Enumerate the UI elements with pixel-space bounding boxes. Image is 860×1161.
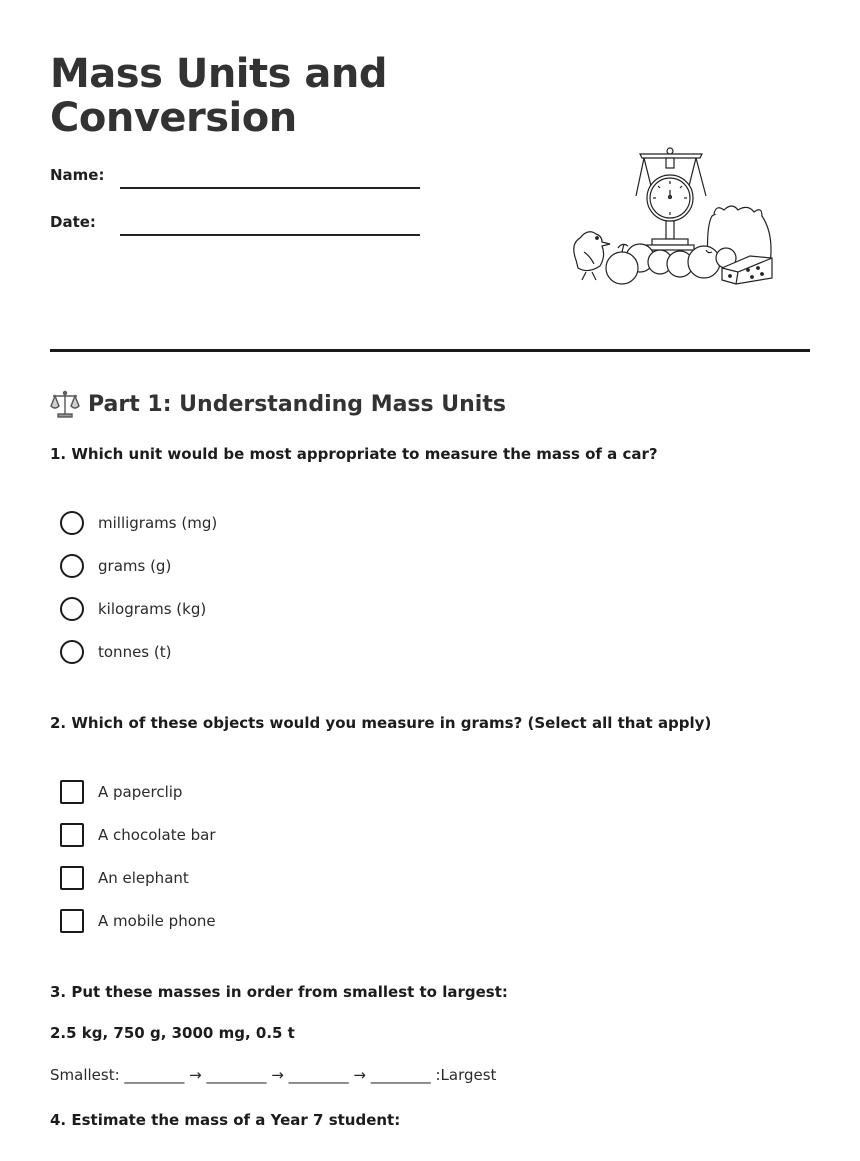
part1-title: Part 1: Understanding Mass Units (88, 391, 506, 417)
question-2: 2. Which of these objects would you measure in grams? (Select all that apply) (50, 714, 712, 732)
q2-option-mobile-phone[interactable] (60, 908, 216, 934)
checkbox[interactable] (60, 866, 84, 890)
part1-heading (50, 388, 506, 420)
q2-option-chocolate-bar[interactable] (60, 822, 216, 848)
question-3: 3. Put these masses in order from smallest to largest: (50, 983, 508, 1001)
q1-option-kilograms[interactable] (60, 596, 206, 622)
checkbox[interactable] (60, 780, 84, 804)
section-divider (50, 349, 810, 352)
order-answer-line[interactable]: Smallest: ________ → ________ → ________ → ________ :Largest (50, 1066, 497, 1084)
q1-option-tonnes[interactable] (60, 639, 171, 665)
masses-list: 2.5 kg, 750 g, 3000 mg, 0.5 t (50, 1024, 295, 1042)
radio-button[interactable] (60, 511, 84, 535)
name-field[interactable] (120, 187, 420, 189)
option-label: A chocolate bar (98, 826, 216, 844)
balance-scale-icon (50, 389, 80, 419)
checkbox[interactable] (60, 909, 84, 933)
kitchen-scale-with-food-illustration (566, 144, 778, 288)
option-label: milligrams (mg) (98, 514, 218, 532)
question-1: 1. Which unit would be most appropriate to measure the mass of a car? (50, 445, 658, 463)
radio-button[interactable] (60, 554, 84, 578)
q2-option-paperclip[interactable] (60, 779, 182, 805)
date-label: Date: (50, 213, 96, 231)
date-field[interactable] (120, 234, 420, 236)
radio-button[interactable] (60, 597, 84, 621)
option-label: grams (g) (98, 557, 172, 575)
option-label: An elephant (98, 869, 189, 887)
q1-option-grams[interactable] (60, 553, 171, 579)
q1-option-milligrams[interactable] (60, 510, 217, 536)
radio-button[interactable] (60, 640, 84, 664)
q2-option-elephant[interactable] (60, 865, 189, 891)
name-label: Name: (50, 166, 105, 184)
option-label: tonnes (t) (98, 643, 172, 661)
question-4: 4. Estimate the mass of a Year 7 student: (50, 1111, 401, 1129)
option-label: A paperclip (98, 783, 183, 801)
option-label: A mobile phone (98, 912, 216, 930)
checkbox[interactable] (60, 823, 84, 847)
worksheet-title: Mass Units and Conversion (50, 51, 387, 141)
option-label: kilograms (kg) (98, 600, 207, 618)
